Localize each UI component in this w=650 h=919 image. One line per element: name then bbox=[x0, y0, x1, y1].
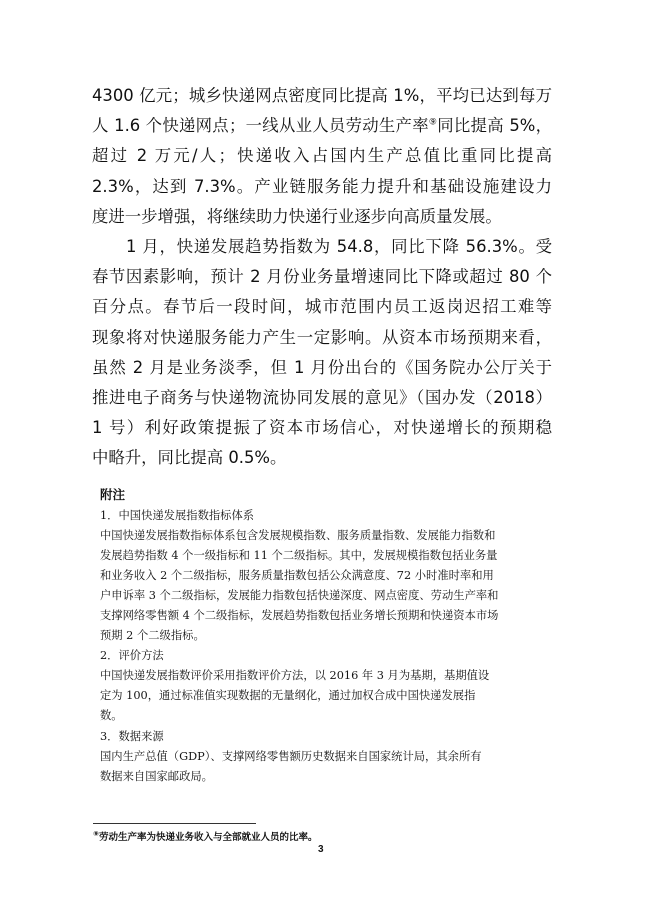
notes-line: 数。 bbox=[100, 709, 123, 723]
notes-line: 国内生产总值（GDP）、支撑网络零售额历史数据来自国家统计局，其余所有 bbox=[100, 749, 482, 763]
footnote bbox=[93, 829, 317, 843]
body-line: 推进电子商务与快递物流协同发展的意见》（国办发（2018） bbox=[92, 388, 552, 408]
notes-line: 和业务收入 2 个二级指标，服务质量指数包括公众满意度、72 小时准时率和用 bbox=[100, 568, 494, 582]
notes-line: 发展趋势指数 4 个一级指标和 11 个二级指标。其中，发展规模指数包括业务量 bbox=[100, 548, 498, 562]
body-line: 4300 亿元；城乡快递网点密度同比提高 1%，平均已达到每万 bbox=[92, 86, 552, 105]
body-line: 2.3%，达到 7.3%。产业链服务能力提升和基础设施建设力 bbox=[92, 176, 552, 196]
notes-subheading: 1．中国快递发展指数指标体系 bbox=[100, 508, 255, 522]
notes-section bbox=[100, 485, 555, 787]
body-line: 1 号）利好政策提振了资本市场信心，对快递增长的预期稳 bbox=[92, 418, 552, 438]
notes-subheading: 2．评价方法 bbox=[100, 649, 164, 663]
notes-line: 支撑网络零售额 4 个二级指标，发展趋势指数包括业务增长预期和快递资本市场 bbox=[100, 608, 499, 622]
notes-line: 预期 2 个二级指标。 bbox=[100, 629, 205, 643]
body-line: 现象将对快递服务能力产生一定影响。从资本市场预期来看， bbox=[92, 327, 552, 347]
body-line: 人 1.6 个快递网点；一线从业人员劳动生产率⑨同比提高 5%， bbox=[92, 116, 552, 136]
footnote-marker[interactable]: ⑨ bbox=[428, 117, 438, 128]
body-line: 1 月，快递发展趋势指数为 54.8，同比下降 56.3%。受 bbox=[126, 237, 552, 257]
body-line: 虽然 2 月是业务淡季，但 1 月份出台的《国务院办公厅关于 bbox=[92, 357, 552, 377]
body-text bbox=[92, 81, 552, 474]
notes-line: 中国快递发展指数指标体系包含发展规模指数、服务质量指数、发展能力指数和 bbox=[100, 528, 496, 542]
footnote-text: 劳动生产率为快递业务收入与全部就业人员的比率。 bbox=[98, 832, 318, 843]
footnote-divider bbox=[93, 823, 256, 824]
notes-line: 中国快递发展指数评价采用指数评价方法，以 2016 年 3 月为基期，基期值设 bbox=[100, 669, 490, 683]
body-line: 度进一步增强，将继续助力快递行业逐步向高质量发展。 bbox=[92, 206, 502, 226]
body-line: 超过 2 万元/人；快递收入占国内生产总值比重同比提高 bbox=[92, 146, 552, 166]
notes-subheading: 3．数据来源 bbox=[100, 729, 164, 743]
body-line: 中略升，同比提高 0.5%。 bbox=[92, 448, 287, 468]
body-line: 春节因素影响，预计 2 月份业务量增速同比下降或超过 80 个 bbox=[92, 267, 552, 287]
notes-line: 定为 100，通过标准值实现数据的无量纲化，通过加权合成中国快递发展指 bbox=[100, 689, 476, 703]
notes-line: 数据来自国家邮政局。 bbox=[100, 769, 213, 783]
notes-heading: 附注 bbox=[100, 487, 126, 502]
body-line: 百分点。春节后一段时间，城市范围内员工返岗迟招工难等 bbox=[92, 297, 552, 317]
footnote-marker-label: ⑨ bbox=[93, 829, 99, 838]
page-number: 3 bbox=[318, 844, 324, 855]
notes-line: 户申诉率 3 个二级指标，发展能力指数包括快递深度、网点密度、劳动生产率和 bbox=[100, 588, 499, 602]
